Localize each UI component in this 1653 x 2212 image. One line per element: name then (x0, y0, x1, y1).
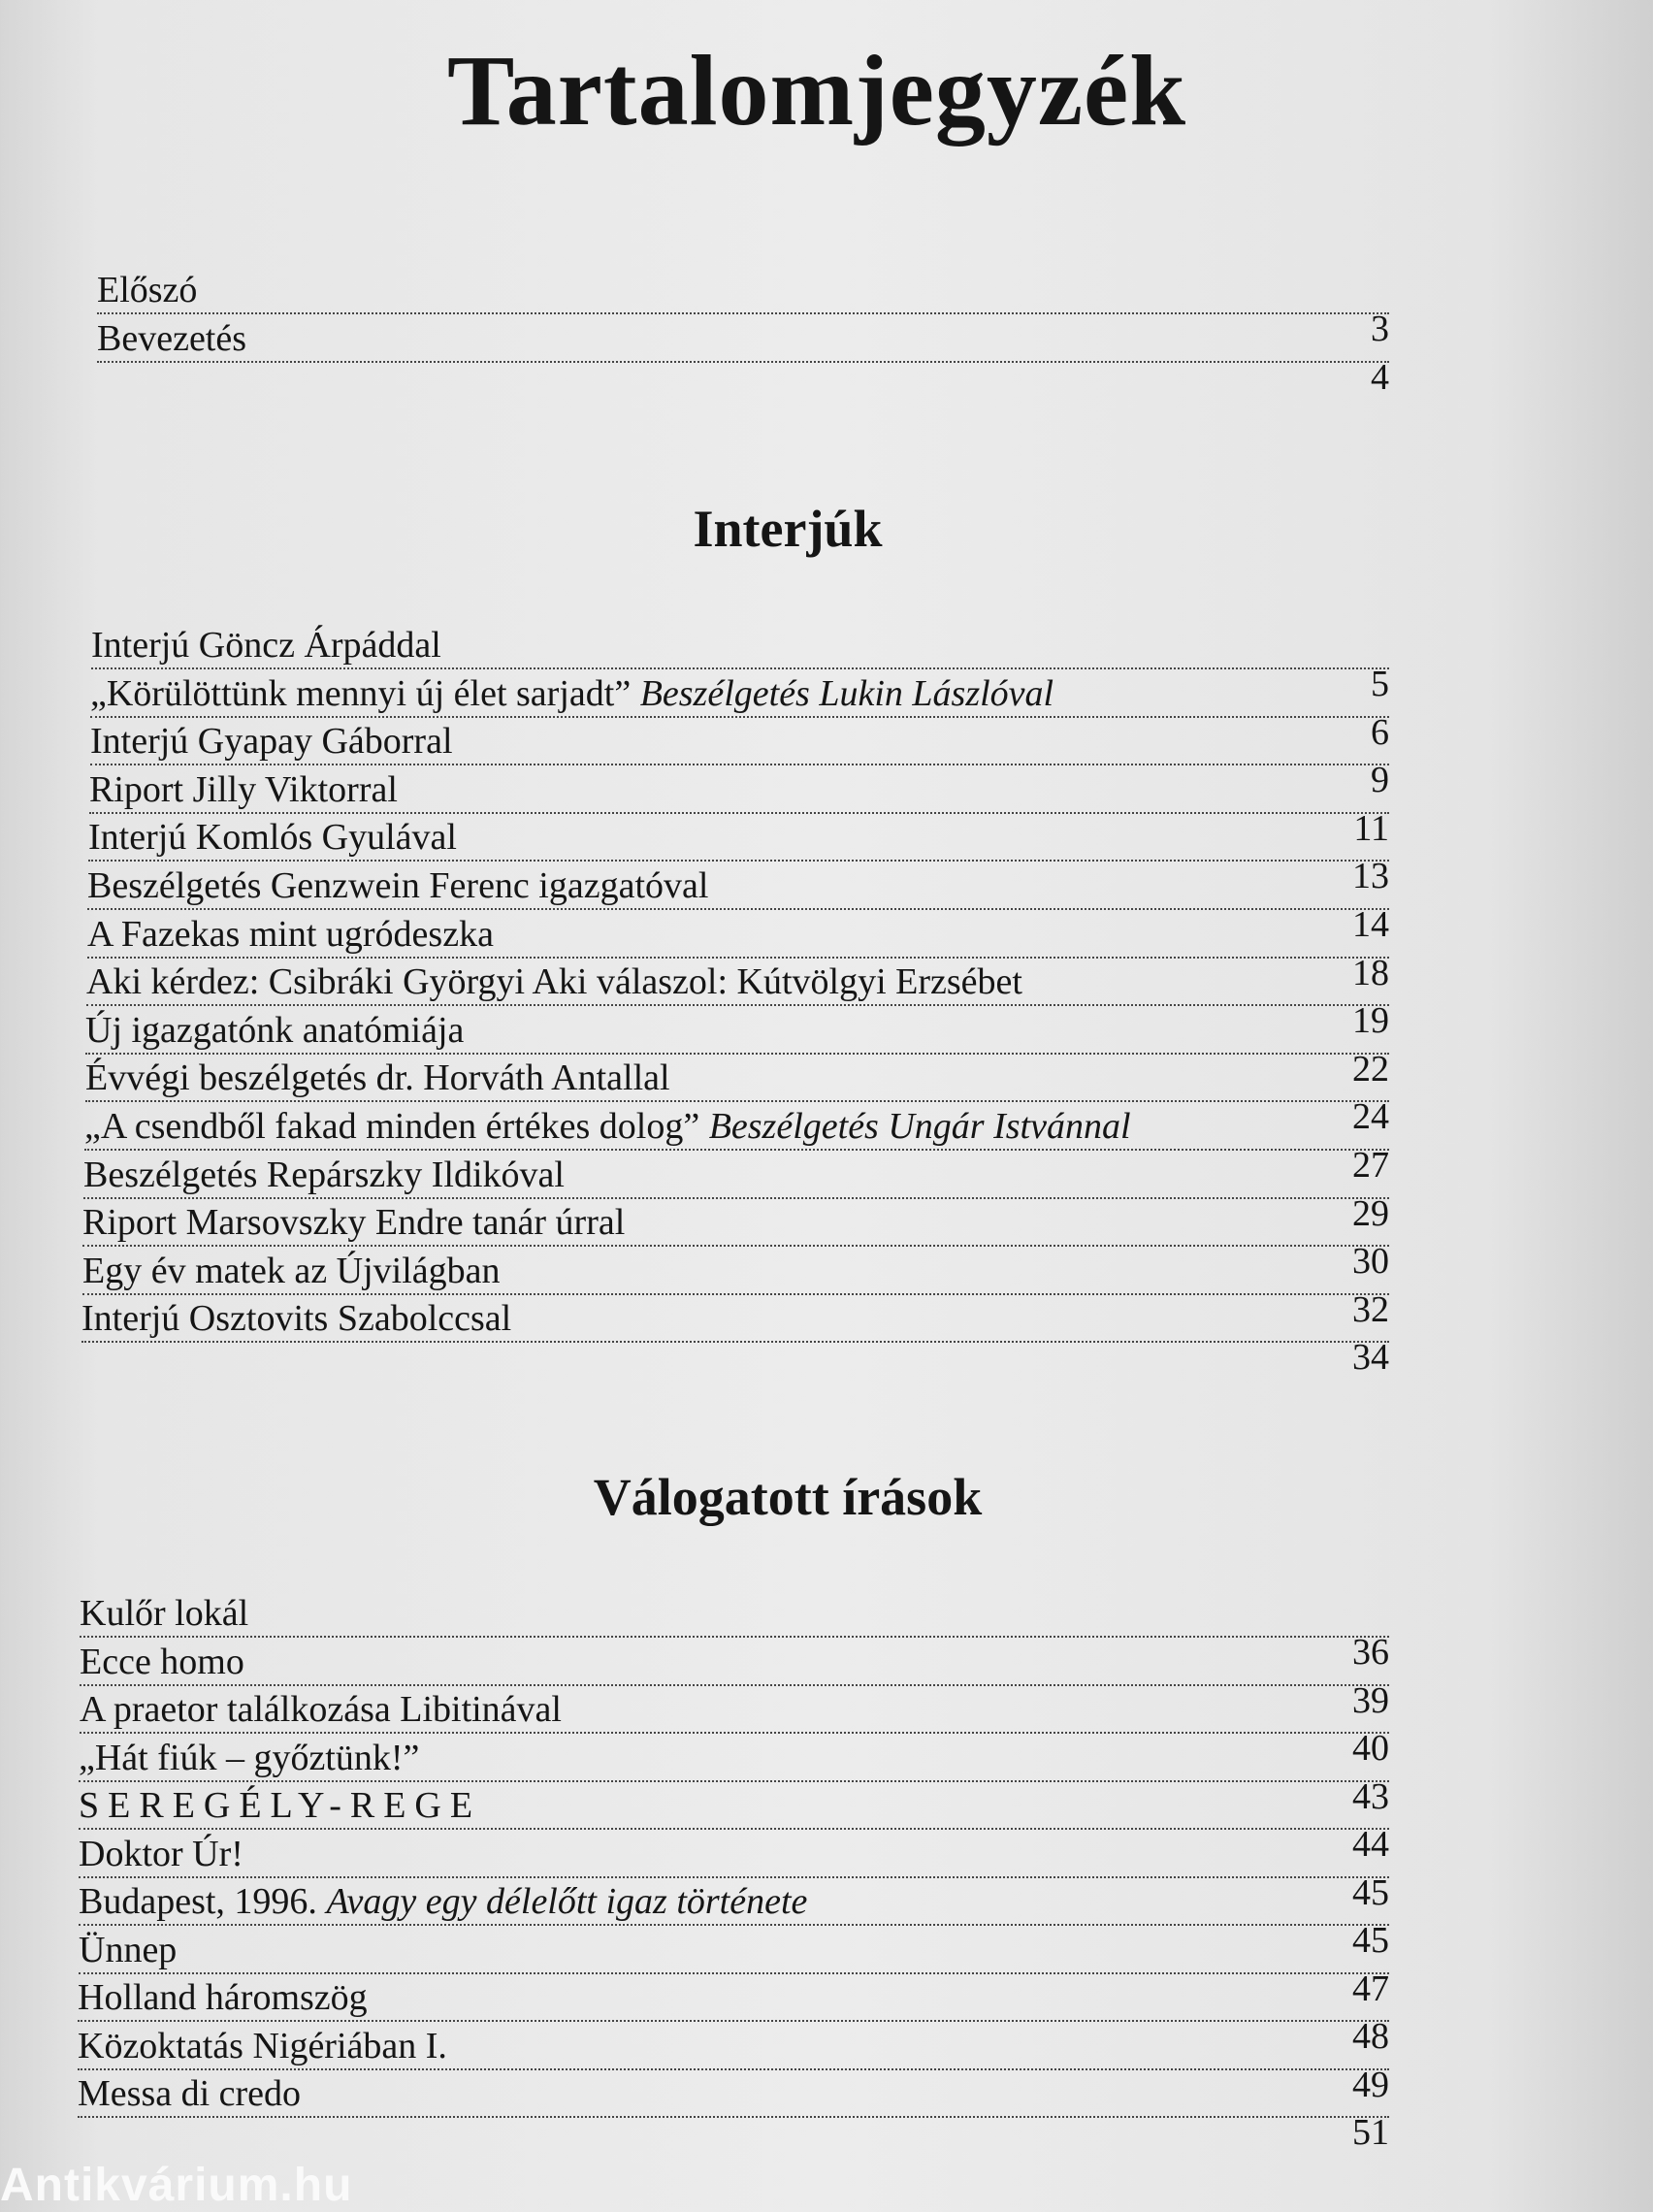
toc-entry-title (89, 771, 398, 808)
toc-entry-page-number: 19 (1352, 1000, 1389, 1041)
toc-entry-page-number: 14 (1352, 904, 1389, 945)
toc-entry-title-text: Riport Marsovszky Endre tanár úrral (82, 1202, 626, 1243)
toc-entry-page-number: 47 (1352, 1968, 1389, 2009)
toc-entry-subtitle: Avagy egy délelőtt igaz története (326, 1881, 808, 1922)
toc-entry-title (79, 1740, 419, 1776)
toc-entry-title-text: A Fazekas mint ugródeszka (87, 914, 494, 955)
toc-entry-title (88, 819, 457, 856)
toc-entry-title (79, 1932, 177, 1968)
toc-entry-page-number: 43 (1352, 1776, 1389, 1817)
toc-entry-title (82, 1204, 625, 1241)
toc-entry-page-number: 40 (1352, 1728, 1389, 1769)
toc-entry-page-number: 34 (1352, 1337, 1389, 1378)
toc-entry-page-number: 49 (1352, 2065, 1389, 2105)
toc-entry-title-text: Ecce homo (80, 1642, 244, 1682)
toc-entry-title-text: Messa di credo (78, 2073, 302, 2114)
toc-entry-title (90, 675, 1053, 712)
toc-entry-title-text: „Körülöttünk mennyi új élet sarjadt” (90, 673, 632, 714)
toc-entry-page-number: 30 (1352, 1241, 1389, 1282)
toc-entry-page-number: 27 (1352, 1145, 1389, 1186)
toc-entry-title (80, 1595, 248, 1632)
toc-entry-title (86, 963, 1022, 1000)
toc-entry-page-number: 9 (1371, 760, 1389, 800)
toc-entry-title-text: Egy év matek az Újvilágban (82, 1251, 501, 1291)
toc-entry-title-text: A praetor találkozása Libitinával (80, 1689, 562, 1730)
toc-entry (81, 1296, 1389, 1378)
toc-entry-page-number: 45 (1352, 1920, 1389, 1961)
toc-entry-page-number: 13 (1352, 856, 1389, 896)
toc-entry-title (87, 867, 708, 904)
toc-entry-title (91, 627, 441, 664)
toc-entry-title (80, 1643, 244, 1680)
toc-entry-page-number: 39 (1352, 1680, 1389, 1721)
toc-entry-page-number: 5 (1371, 664, 1389, 704)
toc-entry-title (79, 1883, 807, 1920)
toc-entry-title-text: Beszélgetés Repárszky Ildikóval (83, 1155, 565, 1195)
toc-entry-title-text: Interjú Göncz Árpáddal (91, 625, 441, 666)
toc-entry-title-text: Interjú Komlós Gyulával (88, 817, 457, 858)
toc-entry-title-text: Riport Jilly Viktorral (89, 769, 398, 810)
toc-entry-title-text: Interjú Osztovits Szabolccsal (81, 1298, 512, 1339)
toc-entry-title-text: Évvégi beszélgetés dr. Horváth Antallal (85, 1057, 670, 1098)
toc-entry-page-number: 44 (1352, 1824, 1389, 1865)
toc-entry-page-number: 24 (1352, 1096, 1389, 1137)
toc-entry-title (79, 1836, 243, 1872)
toc-entry-title-text: Bevezetés (97, 318, 247, 359)
toc-entry-title (85, 1059, 670, 1096)
toc-entry (78, 2071, 1389, 2153)
toc-entry-page-number: 18 (1352, 953, 1389, 993)
toc-entry-page-number: 6 (1371, 712, 1389, 753)
toc-entry-title-text: Holland háromszög (78, 1977, 368, 2018)
toc-entry (97, 316, 1389, 398)
toc-entry-title (78, 2075, 301, 2112)
toc-entry-title-text: SEREGÉLY-REGE (79, 1785, 482, 1826)
toc-entry-page-number: 22 (1352, 1049, 1389, 1090)
toc-entry-title-text: Doktor Úr! (79, 1834, 243, 1874)
toc-entry-title-text: Interjú Gyapay Gáborral (90, 721, 453, 762)
toc-entry-title (84, 1108, 1131, 1145)
toc-entry-page-number: 3 (1371, 309, 1389, 349)
toc-entry-title-text: Aki kérdez: Csibráki Györgyi Aki válaszol: Kútvölgyi Erzsébet (86, 961, 1022, 1002)
toc-entry-subtitle: Beszélgetés Lukin Lászlóval (639, 673, 1054, 714)
toc-entry-title (78, 2028, 447, 2065)
watermark: Antikvárium.hu (0, 2160, 353, 2211)
toc-entry-page-number: 36 (1352, 1632, 1389, 1673)
toc-entry-title (82, 1252, 501, 1289)
section-title: Interjúk (693, 500, 883, 558)
page-title: Tartalomjegyzék (446, 35, 1187, 146)
toc-entry-page-number: 48 (1352, 2016, 1389, 2057)
toc-entry-title (97, 320, 246, 357)
toc-entry-title-text: „Hát fiúk – győztünk!” (79, 1738, 420, 1778)
toc-entry-title (87, 916, 494, 953)
toc-entry-title-text: Közoktatás Nigériában I. (78, 2026, 447, 2066)
toc-entry-page-number: 4 (1371, 357, 1389, 398)
toc-entry-subtitle: Beszélgetés Ungár Istvánnal (708, 1106, 1131, 1147)
toc-entry-title-text: Beszélgetés Genzwein Ferenc igazgatóval (87, 865, 709, 906)
toc-entry-page-number: 45 (1352, 1872, 1389, 1913)
toc-entry-title (83, 1156, 565, 1193)
toc-entry-title (90, 723, 453, 760)
toc-entry-page-number: 32 (1352, 1289, 1389, 1330)
toc-entry-page-number: 51 (1352, 2112, 1389, 2153)
toc-entry-title-text: Budapest, 1996. (79, 1881, 317, 1922)
toc-entry-title (81, 1300, 511, 1337)
toc-entry-title (97, 272, 197, 309)
toc-entry-page-number: 11 (1353, 808, 1389, 849)
toc-entry-title (80, 1691, 562, 1728)
toc-entry-title-text: Kulőr lokál (80, 1593, 249, 1634)
toc-entry-title-text: Új igazgatónk anatómiája (85, 1010, 465, 1051)
toc-entry-title-text: „A csendből fakad minden értékes dolog” (84, 1106, 700, 1147)
toc-entry-title-text: Előszó (97, 270, 198, 310)
toc-entry-title (79, 1787, 481, 1824)
toc-entry-page-number: 29 (1352, 1193, 1389, 1234)
section-title: Válogatott írások (593, 1468, 983, 1526)
toc-entry-title (78, 1979, 368, 2016)
toc-entry-title (85, 1012, 464, 1049)
toc-entry-title-text: Ünnep (79, 1930, 178, 1970)
